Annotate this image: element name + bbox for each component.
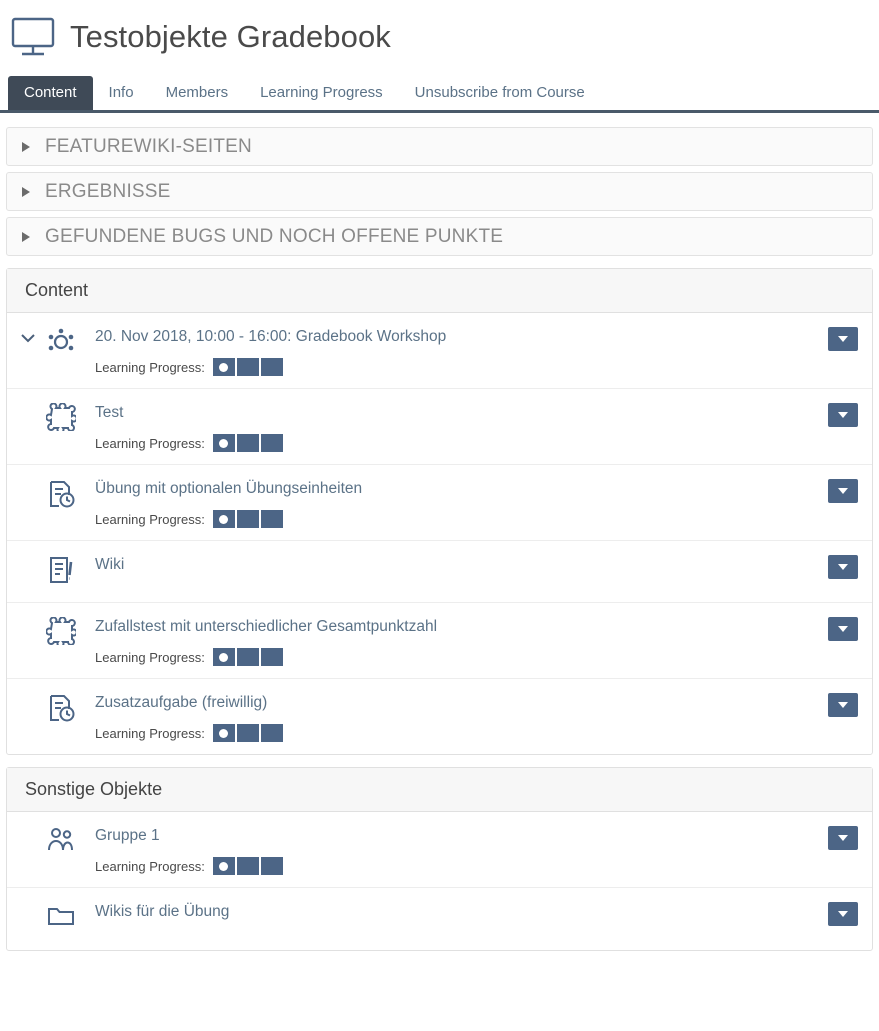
actions-dropdown-button[interactable] <box>828 826 858 850</box>
session-icon <box>41 325 81 357</box>
learning-progress-blocks <box>213 434 285 452</box>
actions-dropdown-button[interactable] <box>828 617 858 641</box>
chevron-down-icon <box>838 488 848 494</box>
folder-icon <box>41 900 81 928</box>
learning-progress-label: Learning Progress: <box>95 858 205 874</box>
learning-progress-block-filled <box>213 648 235 666</box>
list-item-actions <box>828 691 864 717</box>
list-item <box>7 603 872 679</box>
chevron-down-icon <box>838 835 848 841</box>
list-item-actions <box>828 615 864 641</box>
caret-placeholder <box>15 477 41 484</box>
tab-content[interactable]: Content <box>8 76 93 110</box>
list-item-body <box>81 824 828 875</box>
tab-members[interactable]: Members <box>165 84 229 101</box>
list-item <box>7 389 872 465</box>
caret-placeholder <box>15 553 41 560</box>
page-title: Testobjekte Gradebook <box>70 19 391 54</box>
learning-progress-block-filled <box>213 358 235 376</box>
learning-progress-blocks <box>213 857 285 875</box>
list-item-actions <box>828 824 864 850</box>
list-item-actions <box>828 401 864 427</box>
panel-sonstige-objekte <box>6 767 873 951</box>
tab-unsubscribe-from-course[interactable]: Unsubscribe from Course <box>414 84 585 101</box>
learning-progress-label: Learning Progress: <box>95 359 205 375</box>
list-item <box>7 679 872 754</box>
section-title: ERGEBNISSE <box>45 180 171 202</box>
learning-progress-block <box>237 358 259 376</box>
group-icon <box>41 824 81 854</box>
learning-progress-block-filled <box>213 434 235 452</box>
chevron-right-icon <box>15 140 37 154</box>
list-item <box>7 465 872 541</box>
list-item-title[interactable]: Gruppe 1 <box>95 827 160 844</box>
learning-progress-label: Learning Progress: <box>95 435 205 451</box>
list-item-title[interactable]: Zusatzaufgabe (freiwillig) <box>95 694 268 711</box>
caret-placeholder <box>15 900 41 907</box>
tab-learning-progress[interactable]: Learning Progress <box>260 84 383 101</box>
caret-placeholder <box>15 615 41 622</box>
learning-progress-blocks <box>213 648 285 666</box>
learning-progress-block <box>261 724 283 742</box>
section-ergebnisse[interactable] <box>6 172 873 211</box>
course-screen-icon <box>10 14 56 60</box>
chevron-right-icon <box>15 185 37 199</box>
learning-progress-block-filled <box>213 857 235 875</box>
list-item-actions <box>828 477 864 503</box>
learning-progress-block-filled <box>213 510 235 528</box>
list-item-title[interactable]: Test <box>95 404 124 421</box>
test-puzzle-icon <box>41 401 81 431</box>
learning-progress-block <box>237 648 259 666</box>
list-item <box>7 812 872 888</box>
section-gefundene-bugs[interactable] <box>6 217 873 256</box>
list-item-actions <box>828 325 864 351</box>
chevron-right-icon <box>15 230 37 244</box>
wiki-icon <box>41 553 81 585</box>
learning-progress-block <box>261 648 283 666</box>
caret-placeholder <box>15 401 41 408</box>
list-item-title[interactable]: Wikis für die Übung <box>95 903 230 920</box>
tabbar <box>0 76 879 113</box>
learning-progress <box>95 434 828 452</box>
learning-progress-blocks <box>213 358 285 376</box>
chevron-down-icon <box>838 626 848 632</box>
chevron-down-icon[interactable] <box>15 325 41 344</box>
list-item-body <box>81 325 828 376</box>
chevron-down-icon <box>838 412 848 418</box>
list-item-body <box>81 401 828 452</box>
learning-progress-block <box>237 857 259 875</box>
list-item-body <box>81 900 828 922</box>
actions-dropdown-button[interactable] <box>828 555 858 579</box>
learning-progress <box>95 510 828 528</box>
learning-progress-blocks <box>213 510 285 528</box>
list-item-title[interactable]: Zufallstest mit unterschiedlicher Gesamtpunktzahl <box>95 618 438 635</box>
list-item-actions <box>828 900 864 926</box>
learning-progress-block <box>261 857 283 875</box>
list-item-body <box>81 691 828 742</box>
list-item-title[interactable]: Übung mit optionalen Übungseinheiten <box>95 480 363 497</box>
test-puzzle-icon <box>41 615 81 645</box>
panel-heading: Content <box>7 269 872 313</box>
list-item-body <box>81 477 828 528</box>
panel-content <box>6 268 873 755</box>
learning-progress <box>95 648 828 666</box>
learning-progress-block <box>237 510 259 528</box>
actions-dropdown-button[interactable] <box>828 693 858 717</box>
chevron-down-icon <box>838 564 848 570</box>
learning-progress <box>95 724 828 742</box>
chevron-down-icon <box>838 702 848 708</box>
list-item-body <box>81 615 828 666</box>
list-item-title[interactable]: 20. Nov 2018, 10:00 - 16:00: Gradebook Workshop <box>95 328 447 345</box>
actions-dropdown-button[interactable] <box>828 327 858 351</box>
caret-placeholder <box>15 824 41 831</box>
tab-info[interactable]: Info <box>108 84 134 101</box>
actions-dropdown-button[interactable] <box>828 902 858 926</box>
list-item <box>7 888 872 950</box>
list-item <box>7 313 872 389</box>
panel-heading: Sonstige Objekte <box>7 768 872 812</box>
list-item-body <box>81 553 828 575</box>
page-header <box>0 0 879 66</box>
chevron-down-icon <box>838 911 848 917</box>
chevron-down-icon <box>838 336 848 342</box>
list-item-actions <box>828 553 864 579</box>
learning-progress-block-filled <box>213 724 235 742</box>
learning-progress-label: Learning Progress: <box>95 649 205 665</box>
learning-progress-block <box>237 434 259 452</box>
learning-progress-block <box>261 510 283 528</box>
learning-progress-label: Learning Progress: <box>95 725 205 741</box>
exercise-clock-icon <box>41 477 81 509</box>
section-featurewiki-seiten[interactable] <box>6 127 873 166</box>
actions-dropdown-button[interactable] <box>828 479 858 503</box>
caret-placeholder <box>15 691 41 698</box>
learning-progress <box>95 857 828 875</box>
exercise-clock-icon <box>41 691 81 723</box>
list-item <box>7 541 872 603</box>
learning-progress <box>95 358 828 376</box>
learning-progress-blocks <box>213 724 285 742</box>
section-title: GEFUNDENE BUGS UND NOCH OFFENE PUNKTE <box>45 225 504 247</box>
learning-progress-block <box>261 434 283 452</box>
list-item-title[interactable]: Wiki <box>95 556 125 573</box>
learning-progress-label: Learning Progress: <box>95 511 205 527</box>
learning-progress-block <box>261 358 283 376</box>
learning-progress-block <box>237 724 259 742</box>
collapsed-sections <box>0 127 879 256</box>
section-title: FEATUREWIKI-SEITEN <box>45 135 252 157</box>
actions-dropdown-button[interactable] <box>828 403 858 427</box>
